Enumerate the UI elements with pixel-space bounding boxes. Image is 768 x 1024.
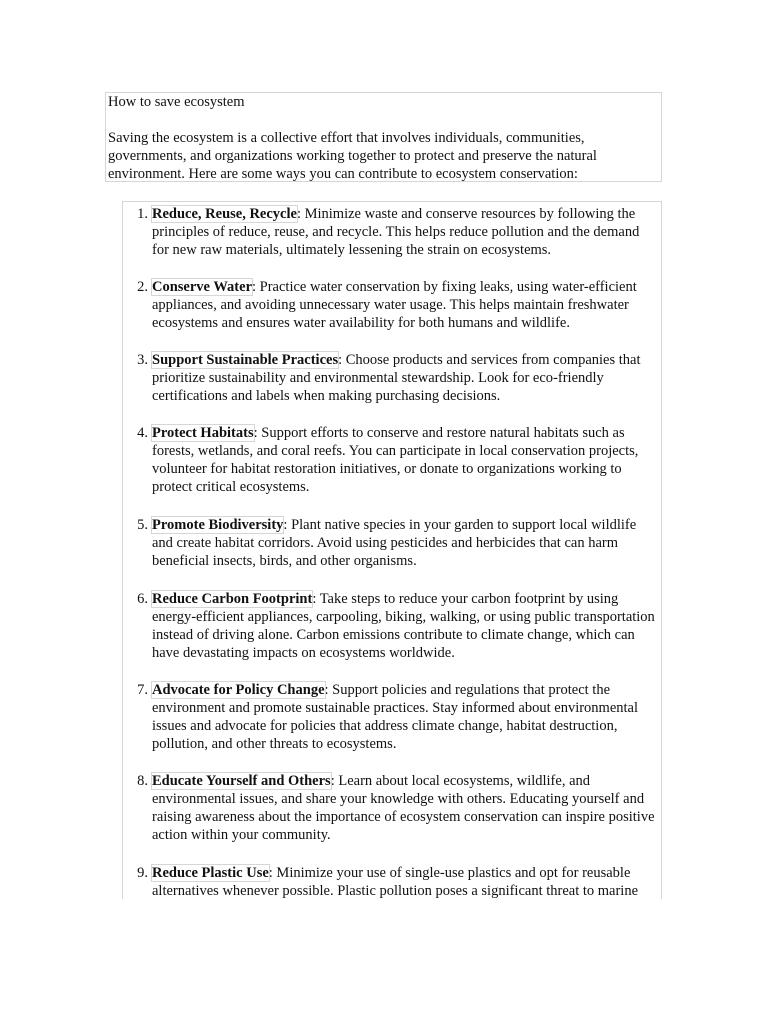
item-title: Conserve Water bbox=[152, 279, 252, 295]
item-number: 7. bbox=[137, 682, 148, 698]
item-number: 3. bbox=[137, 352, 148, 368]
item-body bbox=[152, 278, 658, 332]
item-body bbox=[152, 864, 658, 899]
item-text: : Learn about local ecosystems, wildlife, and environmental issues, and share your knowledge with others. Educating yourself and raising awareness about the importance of ecosystem conservation can inspire positive action within your community. bbox=[152, 773, 655, 843]
item-title: Reduce Plastic Use bbox=[152, 865, 269, 881]
intro-paragraph: Saving the ecosystem is a collective effort that involves individuals, communities, governments, and organizations working together to protect and preserve the natural environment. Here are some ways you can contribute to ecosystem conservation: bbox=[108, 130, 597, 182]
item-number: 2. bbox=[137, 279, 148, 295]
item-body bbox=[152, 772, 658, 844]
item-body bbox=[152, 205, 658, 259]
item-title: Support Sustainable Practices bbox=[152, 352, 339, 368]
tips-list bbox=[122, 201, 662, 899]
item-title: Promote Biodiversity bbox=[152, 517, 284, 533]
item-body bbox=[152, 424, 658, 496]
item-body bbox=[152, 590, 658, 662]
intro-section bbox=[105, 92, 662, 182]
item-title: Reduce Carbon Footprint bbox=[152, 591, 313, 607]
item-text: : Choose products and services from companies that prioritize sustainability and environmental stewardship. Look for eco-friendly certifications and labels when making purchasing decisions. bbox=[152, 352, 641, 404]
item-text: : Minimize your use of single-use plastics and opt for reusable alternatives whenever possible. Plastic pollution poses a significant threat to marine bbox=[152, 865, 639, 899]
item-text: : Support policies and regulations that protect the environment and promote sustainable practices. Stay informed about environmental issues and advocate for policies that address climate change, habitat destruction, pollution, and other threats to ecosystems. bbox=[152, 682, 639, 752]
item-body bbox=[152, 351, 658, 405]
item-title: Educate Yourself and Others bbox=[152, 773, 331, 789]
item-number: 1. bbox=[137, 206, 148, 222]
item-number: 4. bbox=[137, 425, 148, 441]
document-title: How to save ecosystem bbox=[108, 94, 245, 110]
item-number: 8. bbox=[137, 773, 148, 789]
item-text: : Support efforts to conserve and restore natural habitats such as forests, wetlands, and coral reefs. You can participate in local conservation projects, volunteer for habitat restoration initiatives, or donate to organizations working to protect critical ecosystems. bbox=[152, 425, 639, 495]
item-number: 9. bbox=[137, 865, 148, 881]
item-text: : Minimize waste and conserve resources by following the principles of reduce, reuse, and recycle. This helps reduce pollution and the demand for new raw materials, ultimately lessening the strain on ecosystems. bbox=[152, 206, 640, 258]
item-title: Advocate for Policy Change bbox=[152, 682, 325, 698]
item-text: : Practice water conservation by fixing leaks, using water-efficient appliances, and avoiding unnecessary water usage. This helps maintain freshwater ecosystems and ensures water availability for both humans and wildlife. bbox=[152, 279, 637, 331]
item-body bbox=[152, 516, 658, 570]
item-number: 6. bbox=[137, 591, 148, 607]
item-title: Reduce, Reuse, Recycle bbox=[152, 206, 297, 222]
item-number: 5. bbox=[137, 517, 148, 533]
item-body bbox=[152, 681, 658, 753]
item-title: Protect Habitats bbox=[152, 425, 254, 441]
item-text: : Take steps to reduce your carbon footprint by using energy-efficient appliances, carpooling, biking, walking, or using public transportation instead of driving alone. Carbon emissions contribute to climate change, which can have devastating impacts on ecosystems worldwide. bbox=[152, 591, 655, 661]
item-text: : Plant native species in your garden to support local wildlife and create habitat corridors. Avoid using pesticides and herbicides that can harm beneficial insects, birds, and other organisms. bbox=[152, 517, 637, 569]
